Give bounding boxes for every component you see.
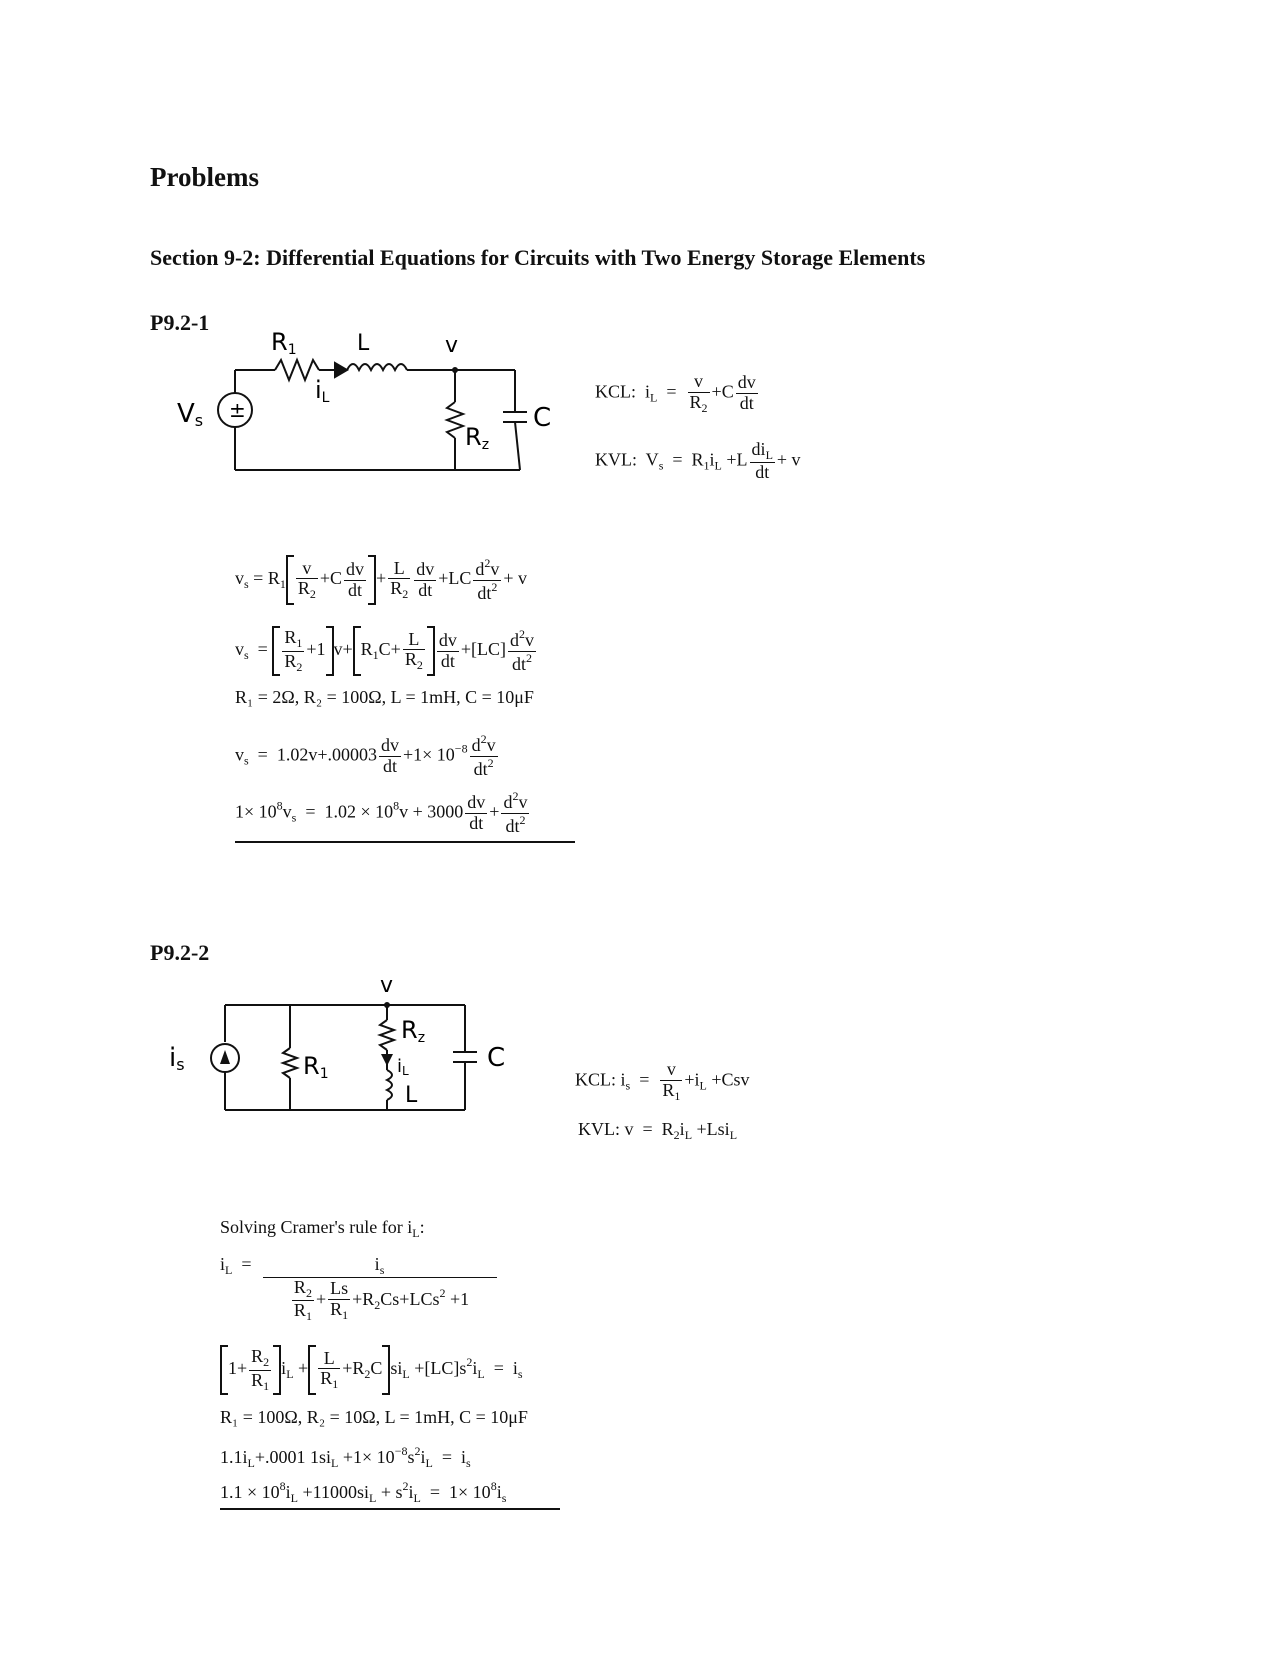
is-label: is xyxy=(169,1043,185,1074)
final-equation-1: $1\times 10^8v_s = 1.02 \times 10^8v + 3000$ $\frac{dv}{dt}$ + $\frac{d^2v}{dt^2}$ xyxy=(235,790,575,843)
v-node-label: v xyxy=(445,333,459,358)
l-label: L xyxy=(357,331,370,356)
derivation-step-1: $v_s = R_1$ $\frac{v}{R_2}$ +C $\frac{dv}{dt}$ + $\frac{L}{R_2}$ $\frac{dv}{dt}$ +LC $\frac{d^2v}{dt^2}$ + v xyxy=(235,555,527,605)
result-a-2: 1.1i xyxy=(220,1447,248,1467)
values-line-1: R₁ = 2Ω, R₂ = 100Ω, L = 1mH, C = 10μF xyxy=(235,687,534,707)
result-b-1: 1.02 × 10 xyxy=(324,801,394,822)
circuit-diagram-1 xyxy=(175,330,575,500)
final-equation-2: $1.1 \times 10^8i_L +11000si_L + s^2i_L = 1\times 10^8i_s$ xyxy=(220,1480,560,1510)
result-a-1: 1.02v+.00003 xyxy=(276,744,377,765)
derivation-step-5: $1.1i_L+.0001$ $1si_L +1\times 10^{-8}s^2i_L = i_s$ xyxy=(220,1444,471,1470)
derivation-step-2: $v_s$ = $\frac{R_1}{R_2}$ +1 $v+ R_1C+$ $\frac{L}{R_2}$ $\frac{dv}{dt}$ +[LC] $\frac{d^2v}{dt^2}$ xyxy=(235,626,538,676)
derivation-step-3: $v_s = 1.02v+.00003$ $\frac{dv}{dt}$ $+1\times 10^{-8}$ $\frac{d^2v}{dt^2}$ xyxy=(235,732,496,779)
kvl-label-1: KVL: xyxy=(595,449,637,470)
kvl-equation-1: KVL: $V_s = R_1i_L +L$ $\frac{di_L}{dt}$ + v xyxy=(595,439,801,483)
page-title: Problems xyxy=(150,162,259,192)
kcl-equation-2: KCL: $i_s$ = $\frac{v}{R_1}$ $+i_L +Csv$ xyxy=(575,1059,750,1103)
kvl-label-2: KVL: xyxy=(578,1119,620,1139)
kcl-label-2: KCL: xyxy=(575,1069,617,1090)
kvl-equation-2: KVL: $v = R_2i_L +Lsi_L$ xyxy=(578,1119,738,1142)
c-label-2: C xyxy=(487,1043,506,1073)
l-label-2: L xyxy=(405,1083,418,1108)
result-b-2: 1.1 × 10 xyxy=(220,1482,280,1502)
section-heading: Section 9-2: Differential Equations for Circuits with Two Energy Storage Elements xyxy=(150,245,926,270)
il-label: iL xyxy=(315,376,330,406)
v-node-label-2: v xyxy=(380,973,394,998)
cramer-result: $i_L$ = $i_s$ $\frac{R_2}{R_1}$ + $\frac{Ls}{R_1}$ $+R_2Cs+LCs^2 +1$ xyxy=(220,1255,499,1324)
cramer-text: Solving Cramer's rule for $i_L$: xyxy=(220,1217,425,1240)
result-c-1: v + 3000 xyxy=(399,801,464,822)
problem-label-2: P9.2-2 xyxy=(150,940,210,965)
r2-label-2: Rz xyxy=(401,1016,426,1046)
c-label: C xyxy=(533,403,552,433)
r1-label-2: R1 xyxy=(303,1052,329,1082)
vs-label: Vs xyxy=(177,399,204,430)
derivation-step-4: 1+ $\frac{R_2}{R_1}$ $i_L$ + $\frac{L}{R_1}$ $+R_2C$ $si_L +[LC]s^2i_L = i_s$ xyxy=(220,1345,523,1395)
r1-label: R1 xyxy=(271,330,297,358)
kcl-equation-1: KCL: $i_L$ = $\frac{v}{R_2}$ +C $\frac{dv}{dt}$ xyxy=(595,371,756,415)
kcl-label-1: KCL: xyxy=(595,381,637,402)
problem-label-1: P9.2-1 xyxy=(150,310,210,335)
circuit-diagram-2 xyxy=(165,970,525,1150)
values-line-2: R₁ = 100Ω, R₂ = 10Ω, L = 1mH, C = 10μF xyxy=(220,1407,528,1427)
plusminus-label: ± xyxy=(229,398,246,422)
r2-label: Rz xyxy=(465,423,490,453)
il-label-2: iL xyxy=(397,1056,409,1078)
cramer-label: Solving Cramer's rule for i xyxy=(220,1217,413,1237)
